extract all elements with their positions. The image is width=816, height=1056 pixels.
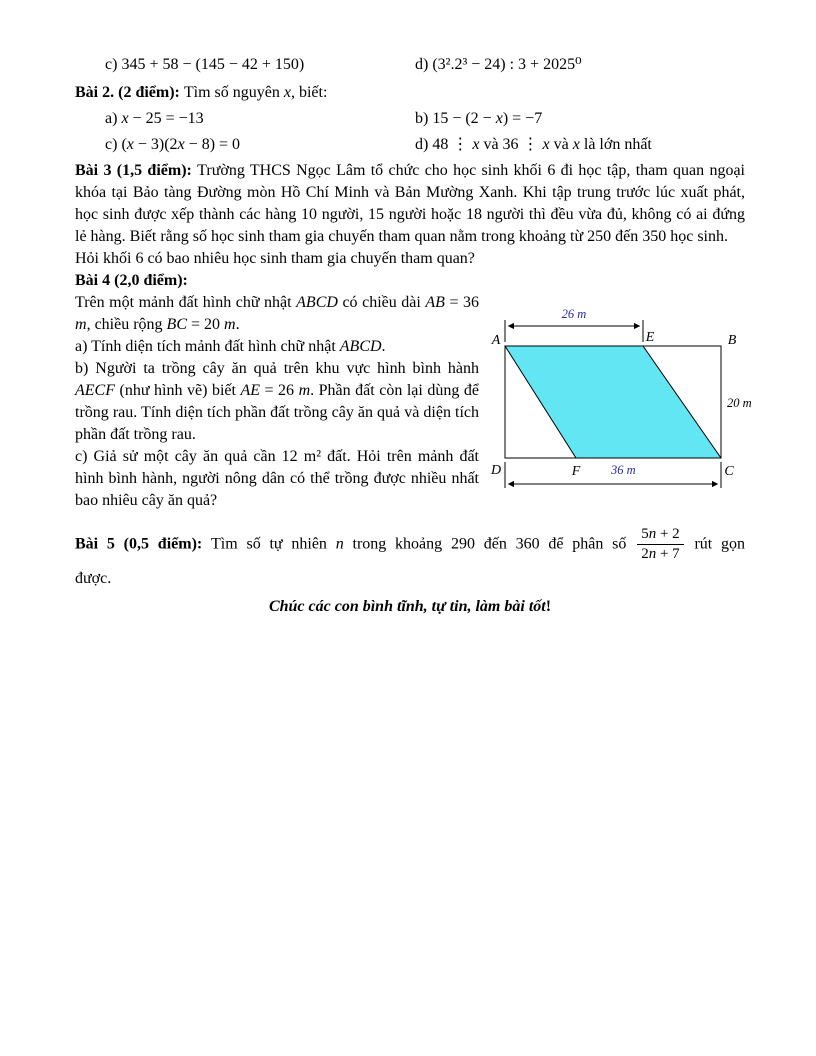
problem4-figure (489, 298, 759, 501)
problem2-item-b: b) 15 − (2 − x) = −7 (415, 110, 543, 127)
problem2-row-cd (75, 134, 745, 156)
parallelogram-AECF (505, 346, 721, 458)
problem4-item-c: c) Giả sử một cây ăn quả cần 12 m² đất. Hỏi trên mảnh đất hình bình hành, người nông dân có thể trồng được nhiều nhất bao nhiêu cây ăn quả? (75, 448, 479, 509)
geometry-figure-svg (489, 298, 759, 496)
problem1-row-cd (75, 54, 745, 76)
problem2-item-c: c) (x − 3)(2x − 8) = 0 (105, 136, 241, 153)
problem5-line (75, 526, 745, 564)
problem5-tail: rút gọn (694, 535, 746, 553)
problem3-question: Hỏi khối 6 có bao nhiêu học sinh tham gia chuyến tham quan? (75, 250, 475, 267)
fraction-denominator: 2n + 7 (641, 546, 680, 563)
problem4-body (75, 292, 752, 512)
problem4-item-a: a) Tính diện tích mảnh đất hình chữ nhật ABCD. (75, 338, 386, 355)
problem5-lead: Bài 5 (0,5 điểm): Tìm số tự nhiên n trong khoảng 290 đến 360 để phân số (75, 535, 627, 553)
point-label-B: B (727, 333, 737, 348)
closing-note: Chúc các con bình tĩnh, tự tin, làm bài tốt! (268, 597, 552, 615)
problem4-heading: Bài 4 (2,0 điểm): (75, 272, 188, 289)
problem1-item-c: c) 345 + 58 − (145 − 42 + 150) (105, 56, 305, 73)
point-label-D: D (490, 463, 502, 478)
problem2-heading: Bài 2. (2 điểm): Tìm số nguyên x, biết: (75, 84, 328, 101)
problem4-intro: Trên một mảnh đất hình chữ nhật ABCD có chiều dài AB = 36 m, chiều rộng BC = 20 m. (75, 294, 479, 333)
point-label-A: A (491, 333, 501, 348)
problem4-item-b: b) Người ta trồng cây ăn quả trên khu vực hình bình hành AECF (như hình vẽ) biết AE = 26 m. Phần đất còn lại dùng để trồng rau. Tính diện tích phần đất trồng cây ăn quả và diện tích phần đất trồng rau. (75, 360, 479, 443)
problem2-item-a: a) x − 25 = −13 (105, 110, 204, 127)
problem3-paragraph: Bài 3 (1,5 điểm): Trường THCS Ngọc Lâm tổ chức cho học sinh khối 6 đi học tập, tham quan ngoại khóa tại Bảo tàng Đường mòn Hồ Chí Minh và Bản Mường Xanh. Khi tập trung trước lúc xuất phát, học sinh được xếp thành các hàng 10 người, 15 người hoặc 18 người thì đều vừa đủ, không có ai đứng lẻ hàng. Biết rằng số học sinh tham gia chuyến tham quan nằm trong khoảng từ 250 đến 350 học sinh. (75, 162, 745, 245)
point-label-F: F (571, 464, 581, 479)
fraction (635, 526, 685, 564)
point-label-E: E (645, 330, 655, 345)
problem2-row-ab (75, 108, 745, 130)
dimension-label-right: 20 m (727, 396, 752, 410)
problem2-item-d: d) 48 ⋮ x và 36 ⋮ x và x là lớn nhất (415, 136, 652, 153)
point-label-C: C (724, 464, 734, 479)
fraction-numerator: 5n + 2 (637, 526, 683, 545)
problem5-continuation: được. (75, 569, 112, 587)
problem1-item-d: d) (3².2³ − 24) : 3 + 2025⁰ (415, 56, 582, 73)
dimension-label-top: 26 m (561, 307, 587, 321)
dimension-label-bottom: 36 m (611, 463, 636, 477)
